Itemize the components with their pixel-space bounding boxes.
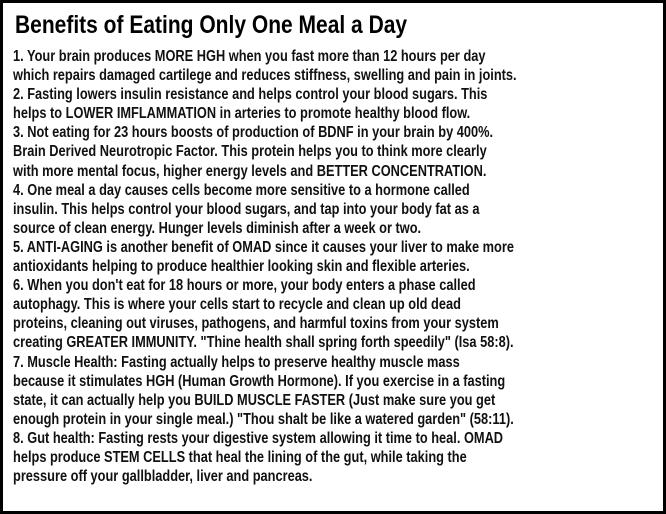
text-line: helps to LOWER IMFLAMMATION in arteries to promote healthy blood flow. <box>13 105 471 123</box>
text-line: state, it can actually help you BUILD MUSCLE FASTER (Just make sure you get <box>13 391 496 409</box>
text-line: pressure off your gallbladder, liver and pancreas. <box>13 468 313 486</box>
text-line: because it stimulates HGH (Human Growth Hormone). If you exercise in a fasting <box>13 372 506 390</box>
text-line: helps produce STEM CELLS that heal the lining of the gut, while taking the <box>13 448 467 466</box>
text-line: 4. One meal a day causes cells become more sensitive to a hormone called <box>13 181 470 199</box>
text-line: source of clean energy. Hunger levels diminish after a week or two. <box>13 219 422 237</box>
text-line: 6. When you don't eat for 18 hours or more, your body enters a phase called <box>13 277 476 295</box>
text-line: 2. Fasting lowers insulin resistance and helps control your blood sugars. This <box>13 86 488 104</box>
text-line: which repairs damaged cartilege and reduces stiffness, swelling and pain in joints. <box>13 67 517 85</box>
document-title: Benefits of Eating Only One Meal a Day <box>15 11 408 39</box>
text-line: 1. Your brain produces MORE HGH when you fast more than 12 hours per day <box>13 48 486 65</box>
text-line: 8. Gut health: Fasting rests your digestive system allowing it time to heal. OMAD <box>13 429 504 447</box>
text-line: with more mental focus, higher energy levels and BETTER CONCENTRATION. <box>13 162 487 180</box>
text-line: creating GREATER IMMUNITY. "Thine health shall spring forth speedily" (Isa 58:8). <box>13 334 514 352</box>
text-line: 5. ANTI-AGING is another benefit of OMAD since it causes your liver to make more <box>13 238 514 256</box>
text-line: 3. Not eating for 23 hours boosts of production of BDNF in your brain by 400%. <box>13 124 494 142</box>
text-line: 7. Muscle Health: Fasting actually helps to preserve healthy muscle mass <box>13 353 460 371</box>
text-line: autophagy. This is where your cells start to recycle and clean up old dead <box>13 296 461 314</box>
text-line: antioxidants helping to produce healthier looking skin and flexible arteries. <box>13 258 470 276</box>
text-line: enough protein in your single meal.) "Thou shalt be like a watered garden" (58:11). <box>13 410 514 428</box>
text-line: proteins, cleaning out viruses, pathogens, and harmful toxins from your system <box>13 315 499 333</box>
benefits-text <box>13 47 517 486</box>
text-line: Brain Derived Neurotropic Factor. This protein helps you to think more clearly <box>13 143 487 161</box>
text-line: insulin. This helps control your blood sugars, and tap into your body fat as a <box>13 200 480 218</box>
